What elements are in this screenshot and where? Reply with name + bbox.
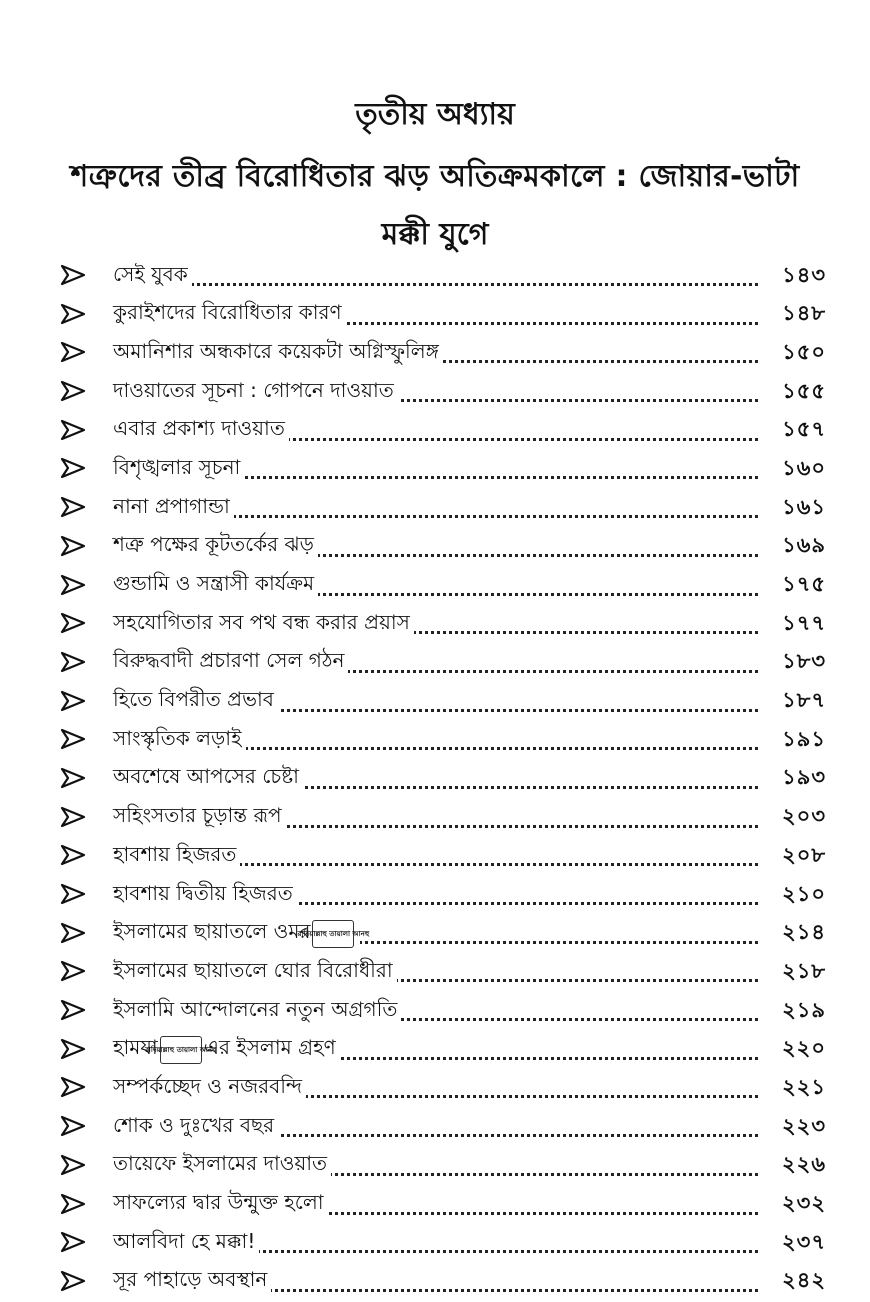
toc-page-number: ২২৬ (782, 1152, 826, 1177)
toc-entry (0, 760, 870, 799)
toc-entry-title-text: সম্পর্কচ্ছেদ ও নজরবন্দি (113, 1073, 303, 1098)
toc-entry (0, 721, 870, 760)
toc-page-number: ২৪২ (782, 1268, 826, 1293)
toc-entry-title (113, 296, 346, 334)
toc-page-number: ১৬০ (782, 455, 826, 480)
toc-page-number: ২৩২ (782, 1191, 826, 1215)
toc-entry-title (113, 1186, 328, 1224)
toc-page-number: ১৪৮ (782, 301, 826, 326)
toc-entry (0, 489, 870, 528)
chapter-title: তৃতীয় অধ্যায় (355, 97, 515, 132)
toc-entry-title-text: অবশেষে আপসের চেষ্টা (113, 764, 299, 789)
arrowhead-icon (60, 1230, 86, 1254)
toc-entry-title-text: সেই যুবক (113, 261, 188, 286)
toc-page-number: ১৯১ (782, 726, 826, 751)
arrowhead-icon (60, 766, 86, 790)
toc-entry-title-text: হিতে বিপরীত প্রভাব (113, 687, 274, 712)
toc-entry (0, 837, 870, 876)
arrowhead-icon (60, 340, 86, 364)
toc-entry-title-text: বিরুদ্ধবাদী প্রচারণা সেল গঠন (113, 648, 345, 673)
toc-entry-title (113, 721, 246, 759)
toc-page-number: ২২৩ (782, 1113, 826, 1138)
toc-page-number: ২০৮ (782, 842, 826, 867)
chapter-subtitle: শত্রুদের তীব্র বিরোধিতার ঝড় অতিক্রমকালে : জোয়ার-ভাটা (70, 159, 800, 194)
toc-entry-title-text-after: এর ইসলাম গ্রহণ (203, 1035, 336, 1060)
toc-entry-title (113, 450, 244, 488)
arrowhead-icon (60, 611, 86, 635)
toc-entry-title (113, 876, 297, 914)
toc-entry-title-text: সূর পাহাড়ে অবস্থান (113, 1267, 268, 1292)
arrowhead-icon (60, 263, 86, 287)
toc-entry (0, 1263, 870, 1302)
toc-entry-title-text: তায়েফে ইসলামের দাওয়াত (113, 1151, 328, 1176)
arrowhead-icon (60, 998, 86, 1022)
toc-entry-title-text: হামযা (113, 1035, 158, 1060)
toc-entry (0, 915, 870, 954)
toc-entry-title-text: অমানিশার অন্ধকারে কয়েকটা অগ্নিস্ফুলিঙ্গ (113, 338, 439, 363)
arrowhead-icon (60, 573, 86, 597)
toc-page-number: ২১০ (782, 881, 826, 906)
toc-page-number: ২২১ (782, 1074, 826, 1099)
toc-page-number: ১৫৫ (782, 378, 826, 403)
arrowhead-icon (60, 921, 86, 945)
toc-entry (0, 334, 870, 373)
arrowhead-icon (60, 959, 86, 983)
toc-entry-title-text: হাবশায় হিজরত (113, 841, 237, 866)
arrowhead-icon (60, 689, 86, 713)
toc-entry-title (113, 373, 398, 411)
toc-entry-title (113, 760, 303, 798)
toc-entry (0, 644, 870, 683)
toc-entry-title-text: দাওয়াতের সূচনা : গোপনে দাওয়াত (113, 377, 394, 402)
arrowhead-icon (60, 1114, 86, 1138)
toc-entry-title-text: গুন্ডামি ও সন্ত্রাসী কার্যক্রম (113, 571, 315, 595)
toc-entry-title (113, 799, 286, 837)
toc-entry (0, 1069, 870, 1108)
toc-entry-title (113, 1031, 340, 1069)
toc-page-number: ১৪৩ (782, 262, 826, 287)
toc-entry (0, 567, 870, 606)
toc-entry-title-text: ইসলামি আন্দোলনের নতুন অগ্রগতি (113, 996, 398, 1021)
toc-entry-title (113, 644, 348, 682)
arrowhead-icon (60, 534, 86, 558)
toc-entry (0, 683, 870, 722)
toc-entry-title-text: শত্রু পক্ষের কূটতর্কের ঝড় (113, 532, 314, 557)
chapter-era-heading: মক্কী যুগে (381, 217, 489, 252)
toc-page-number: ২১৪ (782, 920, 826, 945)
toc-page-number: ২১৯ (782, 997, 826, 1022)
toc-entry (0, 412, 870, 451)
arrowhead-icon (60, 1075, 86, 1099)
toc-entry-title (113, 1069, 306, 1107)
toc-entry-title-text: আলবিদা হে মক্কা! (113, 1228, 256, 1253)
arrowhead-icon (60, 727, 86, 751)
arrowhead-icon (60, 379, 86, 403)
toc-page-number: ১৫৭ (782, 417, 826, 442)
toc-page-number: ১৯৩ (782, 765, 826, 790)
toc-entry-title-text: এবার প্রকাশ্য দাওয়াত (113, 416, 285, 441)
toc-entry-title (113, 605, 414, 643)
toc-entry-title-text: সহযোগিতার সব পথ বন্ধ করার প্রয়াস (113, 609, 410, 634)
arrowhead-icon (60, 418, 86, 442)
honorific-calligraphy-icon: রাদিয়াল্লাহু তায়ালা আনহু (312, 920, 354, 948)
arrowhead-icon (60, 456, 86, 480)
toc-entry-title (113, 412, 289, 450)
toc-entry (0, 373, 870, 412)
toc-page-number: ২৩৭ (782, 1229, 826, 1254)
toc-page-number: ১৮৭ (782, 688, 826, 713)
toc-page-number: ১৭৫ (782, 572, 826, 596)
toc-entry-title (113, 683, 278, 721)
toc-page-number: ১৬১ (782, 494, 826, 519)
toc-entry (0, 799, 870, 838)
arrowhead-icon (60, 1153, 86, 1177)
arrowhead-icon (60, 650, 86, 674)
toc-entry (0, 296, 870, 335)
toc-entry (0, 605, 870, 644)
arrowhead-icon (60, 805, 86, 829)
arrowhead-icon (60, 1269, 86, 1293)
arrowhead-icon (60, 882, 86, 906)
toc-entry-title (113, 953, 397, 991)
toc-entry-title-text: সাফল্যের দ্বার উন্মুক্ত হলো (113, 1190, 324, 1214)
toc-entry-title-text: কুরাইশদের বিরোধিতার কারণ (113, 300, 342, 325)
toc-entry-title-text: বিশৃঙ্খলার সূচনা (113, 454, 241, 479)
toc-entry-title-text: সহিংসতার চূড়ান্ত রূপ (113, 803, 282, 828)
toc-entry (0, 953, 870, 992)
toc-entry-title-text: ইসলামের ছায়াতলে ওমর (113, 919, 311, 944)
toc-entry (0, 876, 870, 915)
toc-entry-title (113, 257, 192, 295)
toc-entry (0, 1108, 870, 1147)
arrowhead-icon (60, 495, 86, 519)
toc-entry (0, 1147, 870, 1186)
toc-entry-title (113, 992, 401, 1030)
toc-page-number: ২২০ (782, 1036, 826, 1061)
arrowhead-icon (60, 1192, 86, 1216)
toc-entry-title (113, 1224, 259, 1262)
dot-leader (113, 283, 758, 286)
toc-entry-title (113, 528, 318, 566)
toc-entry-title-text: সাংস্কৃতিক লড়াই (113, 725, 242, 750)
toc-page-number: ১৮৩ (782, 649, 826, 674)
toc-entry (0, 257, 870, 296)
toc-entry-title (113, 915, 370, 953)
toc-entry (0, 1224, 870, 1263)
toc-page-number: ১৭৭ (782, 610, 826, 635)
toc-entry-title (113, 1108, 278, 1146)
toc-entry-title-text: নানা প্রপাগান্ডা (113, 493, 230, 518)
toc-entry-title (113, 837, 240, 875)
arrowhead-icon (60, 302, 86, 326)
toc-page-number: ১৬৯ (782, 533, 826, 558)
toc-entry (0, 992, 870, 1031)
toc-entry (0, 450, 870, 489)
toc-entry (0, 1186, 870, 1225)
toc-entry-title (113, 567, 318, 605)
arrowhead-icon (60, 843, 86, 867)
toc-page-number: ২১৮ (782, 958, 826, 983)
toc-entry-title (113, 334, 443, 372)
toc-entry-title-text: ইসলামের ছায়াতলে ঘোর বিরোধীরা (113, 957, 393, 982)
toc-page-number: ১৫০ (782, 339, 826, 364)
toc-page-number: ২০৩ (782, 804, 826, 829)
toc-entry-title (113, 1147, 331, 1185)
toc-entry (0, 528, 870, 567)
toc-entry-title-text: হাবশায় দ্বিতীয় হিজরত (113, 880, 293, 905)
arrowhead-icon (60, 1037, 86, 1061)
table-of-contents (0, 257, 870, 1302)
toc-entry-title (113, 489, 234, 527)
toc-entry (0, 1031, 870, 1070)
toc-entry-title (113, 1263, 271, 1301)
honorific-calligraphy-icon: রাদিয়াল্লাহু তায়ালা আনহু (160, 1036, 202, 1064)
toc-entry-title-text: শোক ও দুঃখের বছর (113, 1112, 275, 1137)
